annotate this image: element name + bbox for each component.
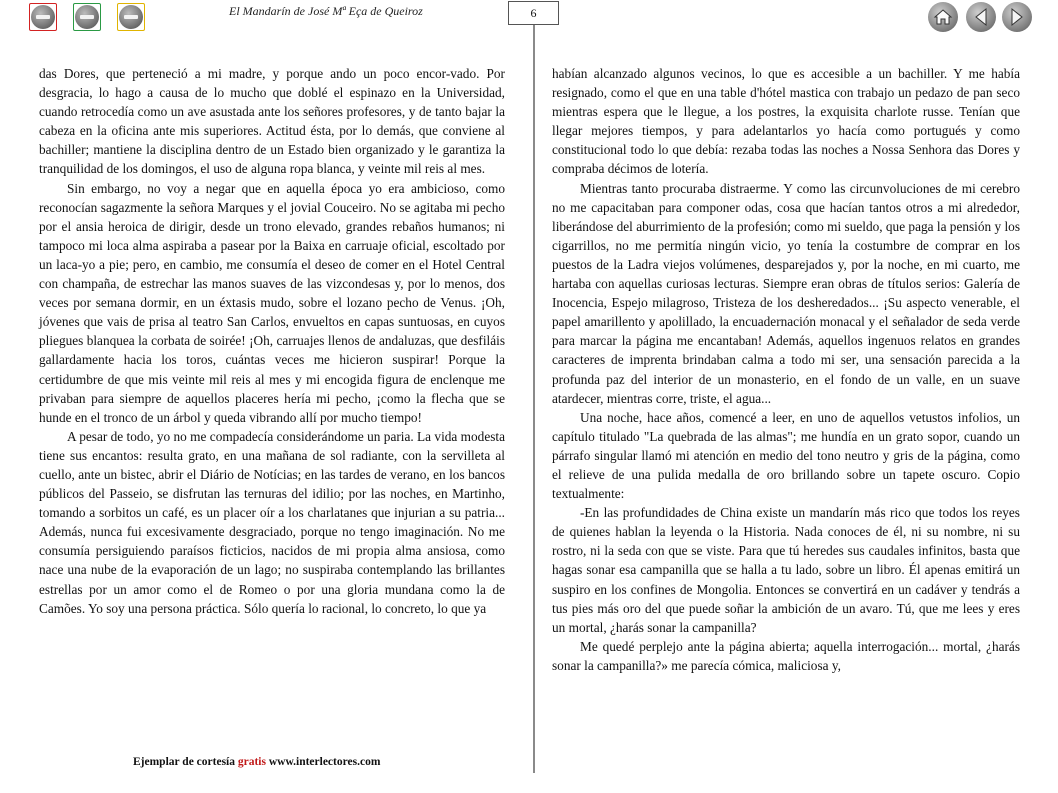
footer-prefix: Ejemplar de cortesía [133, 756, 235, 768]
minus-icon [75, 5, 99, 29]
top-toolbar [0, 0, 1058, 34]
window-button-red[interactable] [29, 3, 57, 31]
page-number: 6 [508, 1, 559, 25]
arrow-left-icon [972, 7, 990, 27]
paragraph: Una noche, hace años, comencé a leer, en uno de aquellos vetustos infolios, un capítulo titulado "La quebrada de las almas"; me hundía en un grato sopor, cuando un párrafo singular llamó mi atención en medio del tono neutro y gris de la página, como el relieve de una pulida medalla de oro brillando sobre un tapete oscuro. Copio textualmente: [552, 409, 1020, 502]
minus-icon [119, 5, 143, 29]
home-icon [933, 8, 953, 26]
arrow-right-icon [1008, 7, 1026, 27]
window-button-yellow[interactable] [117, 3, 145, 31]
paragraph: habían alcanzado algunos vecinos, lo que es accesible a un bachiller. Y me había resignado, como el que en una table d'hótel mastica con trabajo un pedazo de pan seco mientras espera que le llegue, a los postres, la exquisita charlote russe. Tenían que llegar mejores tiempos, y para adelantarlos yo hacía como portugués y como constitucional todo lo que debía: rezaba todas las noches a Nossa Senhora das Dores y compraba décimos de lotería. [552, 66, 1020, 177]
footer-note [133, 756, 380, 768]
home-button[interactable] [928, 2, 958, 32]
paragraph: das Dores, que perteneció a mi madre, y porque ando un poco encor-vado. Por desgracia, lo hago a causa de lo mucho que doblé el espinazo en la Universidad, cuando retrocedía como un ave asustada ante los señores profesores, y de tanto bajar la cabeza en la oficina ante mis superiores. Actitud ésta, por lo demás, que conviene al bachiller; mantiene la disciplina dentro de un Estado bien organizado y le garantiza la tranquilidad de los domingos, el uso de alguna ropa blanca, y veinte mil reis al mes. [39, 66, 505, 177]
book-title: El Mandarín de José Mª Eça de Queiroz [229, 4, 423, 18]
paragraph: Mientras tanto procuraba distraerme. Y como las circunvoluciones de mi cerebro no me capacitaban para componer odas, cosa que hacían tantos otros a mi alrededor, liberándose del aburrimiento de la profesión; como mi sueldo, que paga la pensión y los cigarrillos, no me permitía ningún vicio, yo tenía la costumbre de comprar en los puestos de la Ladra viejos volúmenes, desparejados y, por la noche, en mi cuarto, me hartaba con aquellas curiosas lecturas. Siempre eran obras de títulos serios: Galería de Inocencia, Espejo milagroso, Tristeza de los desheredados... ¡Su aspecto venerable, el papel amarillento y apolillado, la encuadernación monacal y el señalador de seda verde para marcar la página me encantaban! Además, aquellos ingenuos relatos en grandes caracteres de imprenta brindaban calma a todo mi ser, una sensación parecida a la profunda paz del interior de un monasterio, en el fondo de un valle, en un suave atardecer, mientras corre, triste, el agua... [552, 180, 1020, 406]
footer-link[interactable]: www.interlectores.com [268, 756, 381, 768]
paragraph: A pesar de todo, yo no me compadecía considerándome un paria. La vida modesta tiene sus encantos: resulta grato, en una mañana de sol radiante, con la servilleta al cuello, ante un bistec, abrir el Diário de Notícias; en las tardes de verano, en los bancos públicos del Passeio, se disfrutan las ternuras del idilio; por las noches, en Martinho, tomando a sorbitos un café, es un placer oír a los charlatanes que injurian a su patria... Además, nunca fui excesivamente desgraciado, porque no tengo imaginación. No me consumía persiguiendo paraísos ficticios, nacidos de mi propia alma ansiosa, como nace una nube de la evaporación de un lago; no suspiraba contemplando las brillantes estrellas por un amor como el de Romeo o por una gloria mundana como la de Camões. Yo soy una persona práctica. Sólo quería lo racional, lo concreto, lo que ya [39, 428, 505, 616]
footer-highlight: gratis [237, 756, 266, 768]
previous-page-button[interactable] [966, 2, 996, 32]
page-divider [533, 25, 535, 773]
window-button-green[interactable] [73, 3, 101, 31]
left-column [39, 64, 505, 618]
paragraph: Me quedé perplejo ante la página abierta; aquella interrogación... mortal, ¿harás sonar la campanilla?» me parecía cómica, maliciosa y, [552, 638, 1020, 673]
right-column [552, 64, 1020, 675]
paragraph: -En las profundidades de China existe un mandarín más rico que todos los reyes de quienes hablan la leyenda o la Historia. Nada conoces de él, ni su nombre, ni su rostro, ni la seda con que se viste. Para que tú heredes sus caudales infinitos, basta que hagas sonar esa campanilla que se halla a tu lado, sobre un libro. Él apenas emitirá un suspiro en los confines de Mongolia. Entonces se convertirá en un cadáver y tendrás a tus pies más oro del que puede soñar la ambición de un avaro. Tú, que me lees y eres un mortal, ¿harás sonar la campanilla? [552, 505, 1020, 635]
next-page-button[interactable] [1002, 2, 1032, 32]
paragraph: Sin embargo, no voy a negar que en aquella época yo era ambicioso, como reconocían sagazmente la señora Marques y el jovial Couceiro. No se agitaba mi pecho por el ansia heroica de dirigir, desde un trono elevado, grandes rebaños humanos; ni tampoco mi loca alma aspiraba a pasear por la Baixa en carruaje oficial, escoltado por un laca-yo a pie; pero, en cambio, me consumía el deseo de comer en el Hotel Central con champaña, de estrechar las manos suaves de las vizcondesas y, por lo menos, dos veces por semana dormir, en un éxtasis mudo, sobre el lozano pecho de Venus. ¡Oh, jóvenes que vais de prisa al teatro San Carlos, envueltos en capas suntuosas, en cuyos pliegues blanquea la corbata de soirée! ¡Oh, carruajes llenos de andaluzas, que desfiláis gallardamente hacia los toros, cuántas veces me hicieron suspirar! Porque la certidumbre de que mis veinte mil reis al mes y mi encogida figura de enclenque me privaban para siempre de aquellos placeres hería mi pecho, ¡como la flecha que se hunde en el tronco de un árbol y queda vibrando allí por mucho tiempo! [39, 180, 505, 425]
minus-icon [31, 5, 55, 29]
